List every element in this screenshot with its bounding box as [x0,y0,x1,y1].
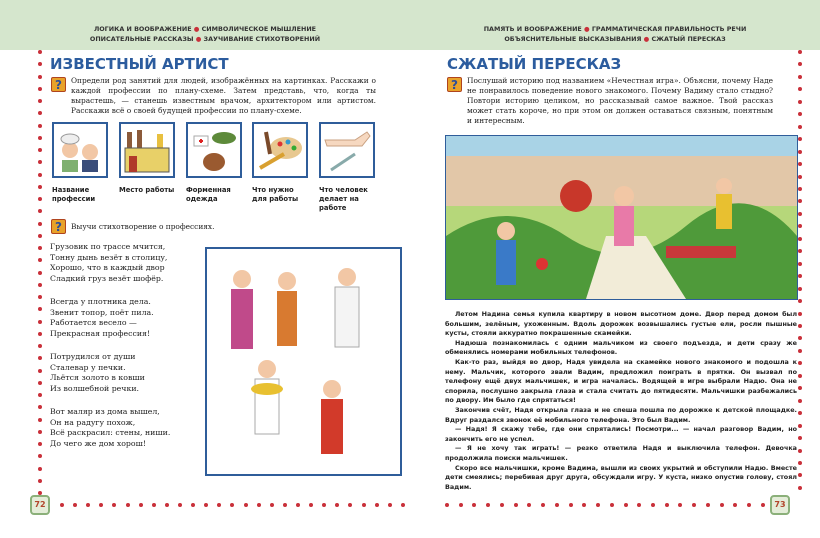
border-dot [230,503,234,507]
border-dot [38,222,42,226]
border-dot [472,503,476,507]
border-dot [798,125,802,129]
border-dot [798,262,802,266]
border-dot [637,503,641,507]
border-dot [204,503,208,507]
scheme-image-uniform [186,122,242,178]
border-dot [38,99,42,103]
page-number-left: 72 [30,495,50,515]
border-dot [309,503,313,507]
border-dot [706,503,710,507]
border-dot [38,136,42,140]
border-dot [375,503,379,507]
border-dot [257,503,261,507]
border-dot [798,473,802,477]
border-dot [38,307,42,311]
story-paragraph: — Надя! Я скажу тебе, где они спрятались! Посмотри... — начал разговор Вадим, но закончить его не успел. [445,425,797,443]
border-dot [678,503,682,507]
question-icon: ? [51,77,66,92]
border-dot [798,461,802,465]
right-header-line1: ПАМЯТЬ И ВООБРАЖЕНИЕ ● ГРАММАТИЧЕСКАЯ ПРАВИЛЬНОСТЬ РЕЧИ [483,25,747,33]
border-dot [798,62,802,66]
left-header-line2: ОПИСАТЕЛЬНЫЕ РАССКАЗЫ ● ЗАУЧИВАНИЕ СТИХОТВОРЕНИЙ [89,35,321,43]
border-dot [624,503,628,507]
border-dot [38,75,42,79]
border-dot [38,467,42,471]
border-dot [139,503,143,507]
border-dot [296,503,300,507]
left-header-line1: ЛОГИКА И ВООБРАЖЕНИЕ ● СИМВОЛИЧЕСКОЕ МЫШЛЕНИЕ [93,25,317,33]
border-dot [798,312,802,316]
border-dot [798,212,802,216]
border-dot [798,449,802,453]
border-dot [38,87,42,91]
page-title-right: СЖАТЫЙ ПЕРЕСКАЗ [447,55,622,73]
professions-illustration [205,247,402,476]
story-paragraph: Летом Надина семья купила квартиру в новом высотном доме. Двор перед домом был большим, зелёным, ухоженным. Вдоль дорожек возвышались густые ели, росли пышные кусты, стояли аккуратно покрашенные скамейки. [445,310,797,338]
border-dot [798,436,802,440]
border-dot [38,454,42,458]
border-dot [651,503,655,507]
border-dot [596,503,600,507]
task-text: Определи род занятий для людей, изображённых на картинках. Расскажи о каждой профессии по плану-схеме. Затем представь, что, когда ты вырастешь, — станешь известным врачом, архитектором или артистом. Расскажи всё о своей будущей профессии по плану-схеме. [71,76,376,115]
border-dot [798,50,802,54]
border-dot [798,361,802,365]
border-dot [270,503,274,507]
border-dot [486,503,490,507]
border-dot [38,479,42,483]
border-dot [798,386,802,390]
border-dot [798,137,802,141]
story-paragraph: Скоро все мальчишки, кроме Вадима, вышли из своих укрытий и обступили Надю. Вместе дети смеялись; перебивая друг друга, обсуждали игру. У куста, низко опустив голову, стоял Вадим. [445,463,797,491]
story-paragraph: Надюша познакомилась с одним мальчиком из своего подъезда, и дети сразу же обменялись номерами мобильных телефонов. [445,338,797,357]
border-dot [401,503,405,507]
scheme-label: Место работы [119,186,175,194]
border-dot [38,50,42,54]
story-paragraph: Закончив счёт, Надя открыла глаза и не спеша пошла по дорожке к детской площадке. Вдруг раздался звонок её мобильного телефона. Это был Вадим. [445,405,797,424]
border-dot [555,503,559,507]
border-dot [798,112,802,116]
border-dot [541,503,545,507]
border-dot [38,246,42,250]
border-dot [720,503,724,507]
border-dot [38,356,42,360]
scheme-label: Что человек делает на работе [319,186,368,212]
border-dot [283,503,287,507]
border-dot [798,87,802,91]
border-dot [38,124,42,128]
border-dot [38,197,42,201]
border-dot [244,503,248,507]
border-dot [38,381,42,385]
border-dot [665,503,669,507]
right-dot-border [798,50,804,490]
border-dot [761,503,765,507]
border-dot [38,271,42,275]
border-dot [38,234,42,238]
border-dot [38,111,42,115]
border-dot [217,503,221,507]
border-dot [38,295,42,299]
border-dot [798,237,802,241]
border-dot [459,503,463,507]
story-paragraph: Как-то раз, выйдя во двор, Надя увидела на скамейке нового знакомого и подошла к нему. Мальчик, которого звали Вадим, предложил поиграть в прятки. Он вызвал по телефону ещё двух мальчишек, и игра началась. Водящей в игре выбрали Надю. Она не спорила, послушно закрыла глаза и стала считать до пятидесяти. Мальчишки разбежались по двору. Им было где спрятаться! [445,357,797,405]
border-dot [798,175,802,179]
border-dot [798,424,802,428]
left-bottom-dot-border [60,503,405,509]
scheme-image-action [319,122,375,178]
border-dot [798,75,802,79]
right-header-line2: ОБЪЯСНИТЕЛЬНЫЕ ВЫСКАЗЫВАНИЯ ● СЖАТЫЙ ПЕРЕСКАЗ [504,35,726,43]
border-dot [38,430,42,434]
border-dot [86,503,90,507]
border-dot [38,185,42,189]
task-text: Выучи стихотворение о профессиях. [71,222,215,231]
page-title-left: ИЗВЕСТНЫЙ АРТИСТ [50,55,229,73]
border-dot [38,209,42,213]
left-header-band [0,0,410,50]
border-dot [152,503,156,507]
border-dot [798,336,802,340]
border-dot [335,503,339,507]
border-dot [38,442,42,446]
border-dot [527,503,531,507]
border-dot [99,503,103,507]
border-dot [798,150,802,154]
border-dot [165,503,169,507]
task-text: Послушай историю под названием «Нечестная игра». Объясни, почему Наде не понравилось поведение нового знакомого. Почему Вадиму стало стыдно? Повтори историю целиком, но рассказывай самое важное. Твой рассказ может стать короче, но при этом он должен оставаться связным, понятным и интересным. [467,76,773,125]
border-dot [582,503,586,507]
story-text [445,310,797,492]
border-dot [798,324,802,328]
question-icon: ? [51,219,66,234]
border-dot [798,100,802,104]
border-dot [798,486,802,490]
border-dot [38,332,42,336]
left-dot-border [38,50,44,495]
border-dot [38,62,42,66]
border-dot [500,503,504,507]
border-dot [38,148,42,152]
border-dot [798,274,802,278]
border-dot [798,187,802,191]
right-header-band [410,0,820,50]
border-dot [38,418,42,422]
border-dot [514,503,518,507]
poem-stanza: Вот маляр из дома вышел, Он на радугу похож, Всё раскрасил: стены, ниши. До чего же дом хорош! [50,407,171,448]
border-dot [798,224,802,228]
border-dot [191,503,195,507]
border-dot [38,283,42,287]
border-dot [692,503,696,507]
border-dot [178,503,182,507]
border-dot [798,199,802,203]
border-dot [798,287,802,291]
poem-stanza: Грузовик по трассе мчится, Тонну дынь везёт в столицу, Хорошо, что в каждый двор Сладкий груз везёт шофёр. [50,242,168,283]
scheme-label: Название профессии [52,186,96,203]
border-dot [445,503,449,507]
border-dot [362,503,366,507]
border-dot [38,173,42,177]
story-illustration [445,135,798,300]
border-dot [38,320,42,324]
border-dot [388,503,392,507]
border-dot [569,503,573,507]
border-dot [73,503,77,507]
border-dot [38,369,42,373]
border-dot [38,405,42,409]
border-dot [348,503,352,507]
question-icon: ? [447,77,462,92]
border-dot [733,503,737,507]
scheme-label: Форменная одежда [186,186,231,203]
border-dot [798,374,802,378]
border-dot [38,258,42,262]
poem-stanza: Потрудился от души Сталевар у печки. Льётся золото в ковши Из волшебной речки. [50,352,145,393]
scheme-image-profession [52,122,108,178]
border-dot [38,160,42,164]
border-dot [610,503,614,507]
border-dot [798,249,802,253]
scheme-label: Что нужно для работы [252,186,299,203]
poem-stanza: Всегда у плотника дела. Звенит топор, поёт пила. Работается весело — Прекрасная профессия! [50,297,154,338]
border-dot [38,393,42,397]
border-dot [798,411,802,415]
scheme-image-workplace [119,122,175,178]
border-dot [322,503,326,507]
scheme-image-tools [252,122,308,178]
border-dot [747,503,751,507]
border-dot [60,503,64,507]
border-dot [798,162,802,166]
border-dot [798,399,802,403]
right-bottom-dot-border [445,503,765,509]
border-dot [798,349,802,353]
border-dot [112,503,116,507]
border-dot [126,503,130,507]
page-number-right: 73 [770,495,790,515]
story-paragraph: — Я не хочу так играть! — резко ответила Надя и выключила телефон. Девочка продолжила поиски мальчишек. [445,444,797,462]
border-dot [38,344,42,348]
border-dot [798,299,802,303]
